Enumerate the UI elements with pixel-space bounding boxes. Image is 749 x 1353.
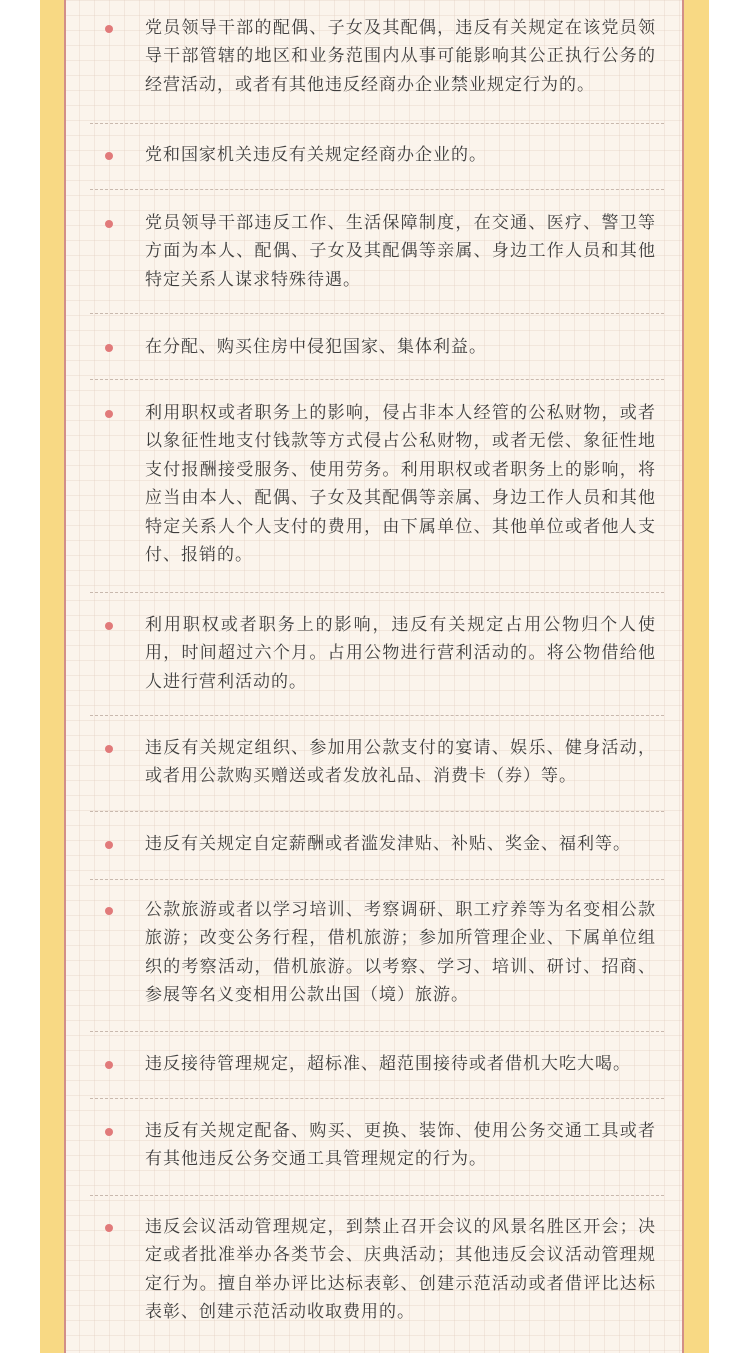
list-item-text: 利用职权或者职务上的影响，侵占非本人经管的公私财物，或者以象征性地支付钱款等方式侵占公私财物，或者无偿、象征性地支付报酬接受服务、使用劳务。利用职权或者职务上的影响，将应当由本人、配偶、子女及其配偶等亲属、身边工作人员和其他特定关系人个人支付的费用，由下属单位、其他单位或者他人支付、报销的。	[145, 403, 656, 566]
bullet-dot-icon	[105, 907, 113, 915]
list-item	[90, 1195, 664, 1353]
list-item	[90, 0, 664, 124]
bullet-dot-icon	[105, 745, 113, 753]
grid-paper	[64, 0, 684, 1353]
bullet-dot-icon	[105, 622, 113, 630]
bullet-dot-icon	[105, 841, 113, 849]
list-item	[90, 811, 664, 880]
list-item	[90, 715, 664, 812]
list-item-text: 违反有关规定自定薪酬或者滥发津贴、补贴、奖金、福利等。	[145, 834, 631, 854]
list-item-text: 利用职权或者职务上的影响，违反有关规定占用公物归个人使用，时间超过六个月。占用公物进行营利活动的。将公物借给他人进行营利活动的。	[145, 615, 656, 692]
list-item-text: 党和国家机关违反有关规定经商办企业的。	[145, 145, 487, 165]
list-item	[90, 1098, 664, 1196]
list-item-text: 党员领导干部违反工作、生活保障制度，在交通、医疗、警卫等方面为本人、配偶、子女及其配偶等亲属、身边工作人员和其他特定关系人谋求特殊待遇。	[145, 213, 656, 290]
list-item	[90, 189, 664, 314]
bullet-dot-icon	[105, 344, 113, 352]
regulation-list	[64, 0, 684, 1353]
list-item-text: 违反接待管理规定，超标准、超范围接待或者借机大吃大喝。	[145, 1054, 631, 1074]
bullet-dot-icon	[105, 152, 113, 160]
list-item	[90, 1031, 664, 1099]
bullet-dot-icon	[105, 220, 113, 228]
yellow-frame	[40, 0, 709, 1353]
list-item-text: 违反有关规定配备、购买、更换、装饰、使用公务交通工具或者有其他违反公务交通工具管理规定的行为。	[145, 1121, 656, 1170]
list-item-text: 在分配、购买住房中侵犯国家、集体利益。	[145, 337, 487, 357]
bullet-dot-icon	[105, 25, 113, 33]
list-item	[90, 592, 664, 716]
bullet-dot-icon	[105, 1128, 113, 1136]
bullet-dot-icon	[105, 1061, 113, 1069]
bullet-dot-icon	[105, 410, 113, 418]
list-item	[90, 123, 664, 190]
list-item	[90, 313, 664, 380]
bullet-dot-icon	[105, 1224, 113, 1232]
list-item-text: 公款旅游或者以学习培训、考察调研、职工疗养等为名变相公款旅游；改变公务行程，借机旅游；参加所管理企业、下属单位组织的考察活动，借机旅游。以考察、学习、培训、研讨、招商、参展等名义变相用公款出国（境）旅游。	[145, 900, 656, 1006]
list-item	[90, 879, 664, 1032]
list-item-text: 违反有关规定组织、参加用公款支付的宴请、娱乐、健身活动，或者用公款购买赠送或者发放礼品、消费卡（券）等。	[145, 738, 656, 787]
list-item	[90, 379, 664, 593]
list-item-text: 违反会议活动管理规定，到禁止召开会议的风景名胜区开会；决定或者批准举办各类节会、庆典活动；其他违反会议活动管理规定行为。擅自举办评比达标表彰、创建示范活动或者借评比达标表彰、创建示范活动收取费用的。	[145, 1217, 656, 1323]
list-item-text: 党员领导干部的配偶、子女及其配偶，违反有关规定在该党员领导干部管辖的地区和业务范围内从事可能影响其公正执行公务的经营活动，或者有其他违反经商办企业禁业规定行为的。	[145, 18, 656, 95]
